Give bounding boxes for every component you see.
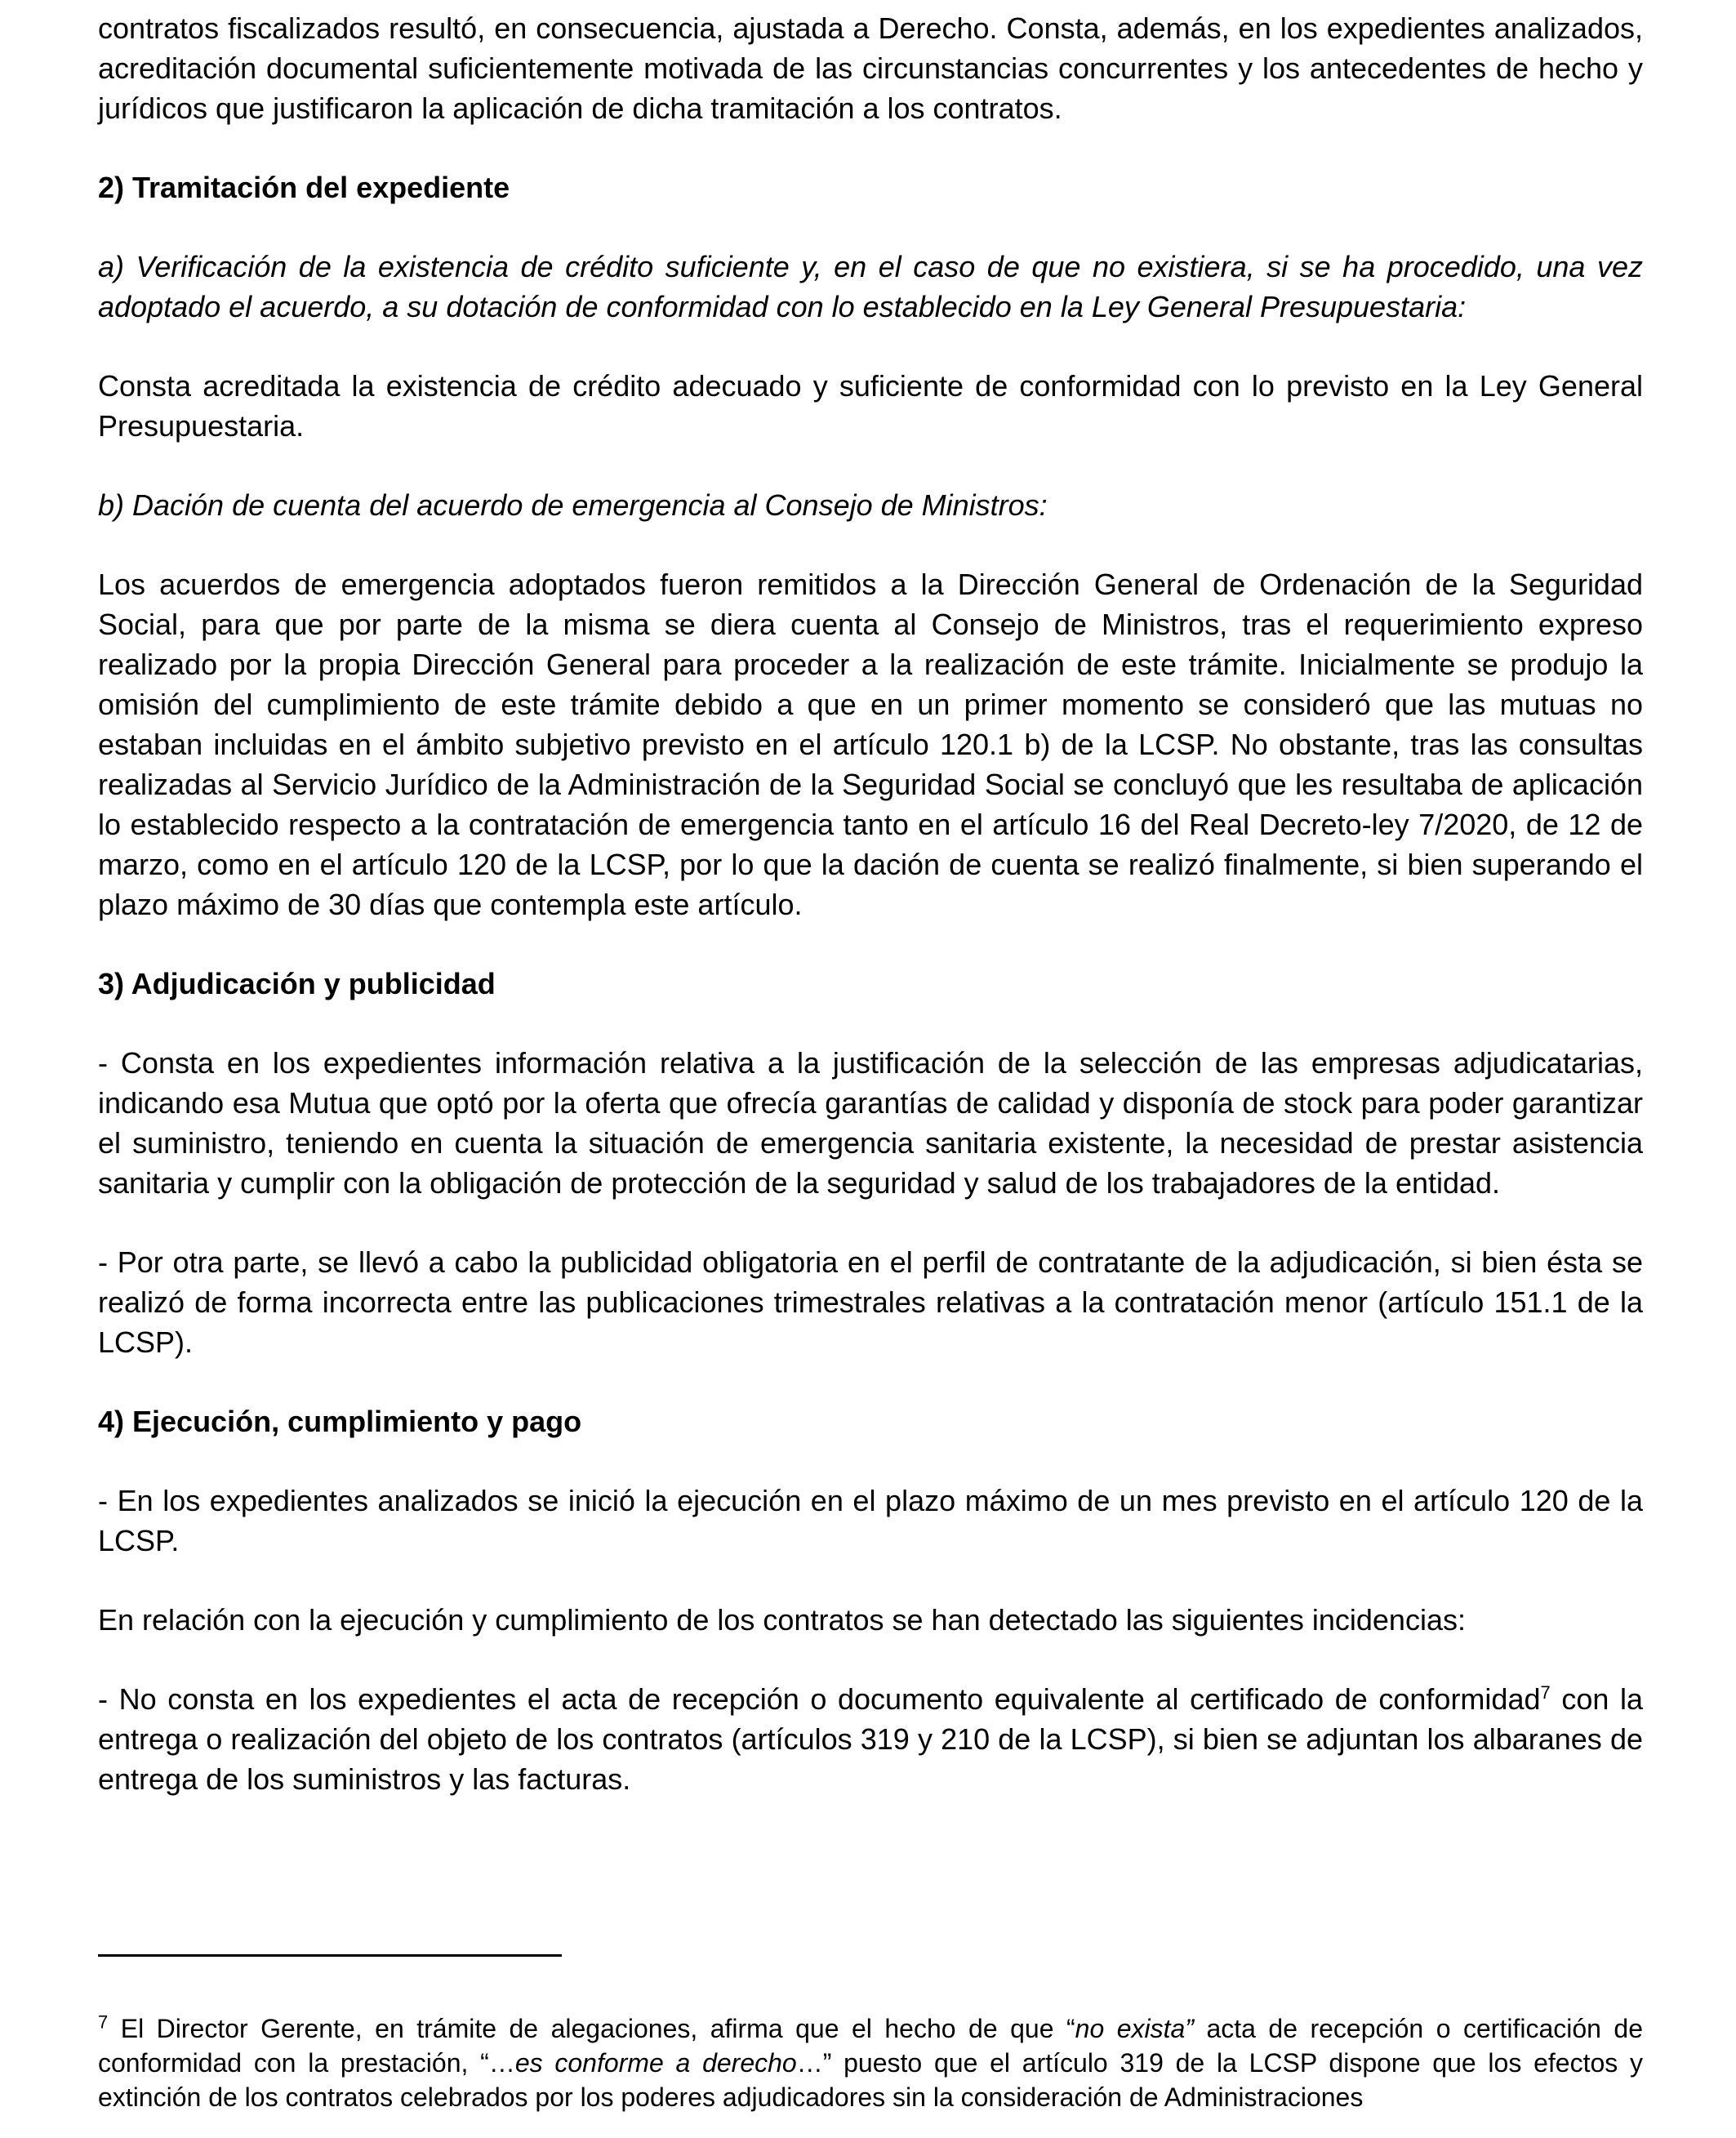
section-heading-tramitacion: 2) Tramitación del expediente [98,171,510,204]
section-heading-ejecucion: 4) Ejecución, cumplimiento y pago [98,1405,582,1438]
footnote-text-3: …” puesto que el artículo 319 de la LCSP dispone que los efectos y extinción de los contratos celebrados por los poderes adjudicadores sin la consideración de Administraciones [98,2048,1644,2112]
acta-recepcion-text-end: con la entrega o realización del objeto de los contratos (artículos 319 y 210 de la LCSP), si bien se adjuntan los albaranes de entrega de los suministros y las facturas. [98,1682,1643,1796]
paragraph-inicio-ejecucion: - En los expedientes analizados se inició la ejecución en el plazo máximo de un mes previsto en el artículo 120 de la LCSP. [98,1484,1643,1557]
footnote-italic-2: es conforme a derecho [514,2048,797,2078]
paragraph-acta-recepcion [98,1679,1643,1799]
paragraph-incidencias: En relación con la ejecución y cumplimiento de los contratos se han detectado las siguientes incidencias: [98,1603,1466,1637]
footnote-number: 7 [98,2011,109,2033]
paragraph-publicidad: - Por otra parte, se llevó a cabo la publicidad obligatoria en el perfil de contratante de la adjudicación, si bien ésta se realizó de forma incorrecta entre las publicaciones trimestrales relativas a la contratación menor (artículo 151.1 de la LCSP). [98,1245,1643,1359]
subheading-dacion-cuenta: b) Dación de cuenta del acuerdo de emergencia al Consejo de Ministros: [98,488,1048,522]
paragraph-intro: contratos fiscalizados resultó, en consecuencia, ajustada a Derecho. Consta, además, en los expedientes analizados, acreditación documental suficientemente motivada de las circunstancias concurrentes y los antecedentes de hecho y jurídicos que justificaron la aplicación de dicha tramitación a los contratos. [98,11,1643,125]
paragraph-dacion-cuenta: Los acuerdos de emergencia adoptados fueron remitidos a la Dirección General de Ordenación de la Seguridad Social, para que por parte de la misma se diera cuenta al Consejo de Ministros, tras el requerimiento expreso realizado por la propia Dirección General para proceder a la realización de este trámite. Inicialmente se produjo la omisión del cumplimiento de este trámite debido a que en un primer momento se consideró que las mutuas no estaban incluidas en el ámbito subjetivo previsto en el artículo 120.1 b) de la LCSP. No obstante, tras las consultas realizadas al Servicio Jurídico de la Administración de la Seguridad Social se concluyó que les resultaba de aplicación lo establecido respecto a la contratación de emergencia tanto en el artículo 16 del Real Decreto-ley 7/2020, de 12 de marzo, como en el artículo 120 de la LCSP, por lo que la dación de cuenta se realizó finalmente, si bien superando el plazo máximo de 30 días que contempla este artículo. [98,568,1643,921]
acta-recepcion-text-start: - No consta en los expedientes el acta de recepción o documento equivalente al certificado de conformidad [98,1682,1541,1716]
footnote-text-2: acta de recepción o certificación de conformidad con la prestación, “… [98,2014,1644,2078]
footnote-italic-1: no exista” [1075,2014,1194,2043]
footnote-reference: 7 [1540,1682,1551,1703]
footnote [98,2011,1643,2114]
footnote-separator [98,1954,562,1957]
document-body [98,8,1643,1838]
section-heading-adjudicacion: 3) Adjudicación y publicidad [98,967,496,1000]
footnote-text-1: El Director Gerente, en trámite de alegaciones, afirma que el hecho de que “ [108,2014,1075,2043]
paragraph-seleccion-empresas: - Consta en los expedientes información relativa a la justificación de la selección de las empresas adjudicatarias, indicando esa Mutua que optó por la oferta que ofrecía garantías de calidad y disponía de stock para poder garantizar el suministro, teniendo en cuenta la situación de emergencia sanitaria existente, la necesidad de prestar asistencia sanitaria y cumplir con la obligación de protección de la seguridad y salud de los trabajadores de la entidad. [98,1046,1643,1200]
subheading-verificacion-credito: a) Verificación de la existencia de crédito suficiente y, en el caso de que no existiera, si se ha procedido, una vez adoptado el acuerdo, a su dotación de conformidad con lo establecido en la Ley General Presupuestaria: [98,250,1643,323]
paragraph-credito: Consta acreditada la existencia de crédito adecuado y suficiente de conformidad con lo previsto en la Ley General Presupuestaria. [98,369,1643,443]
